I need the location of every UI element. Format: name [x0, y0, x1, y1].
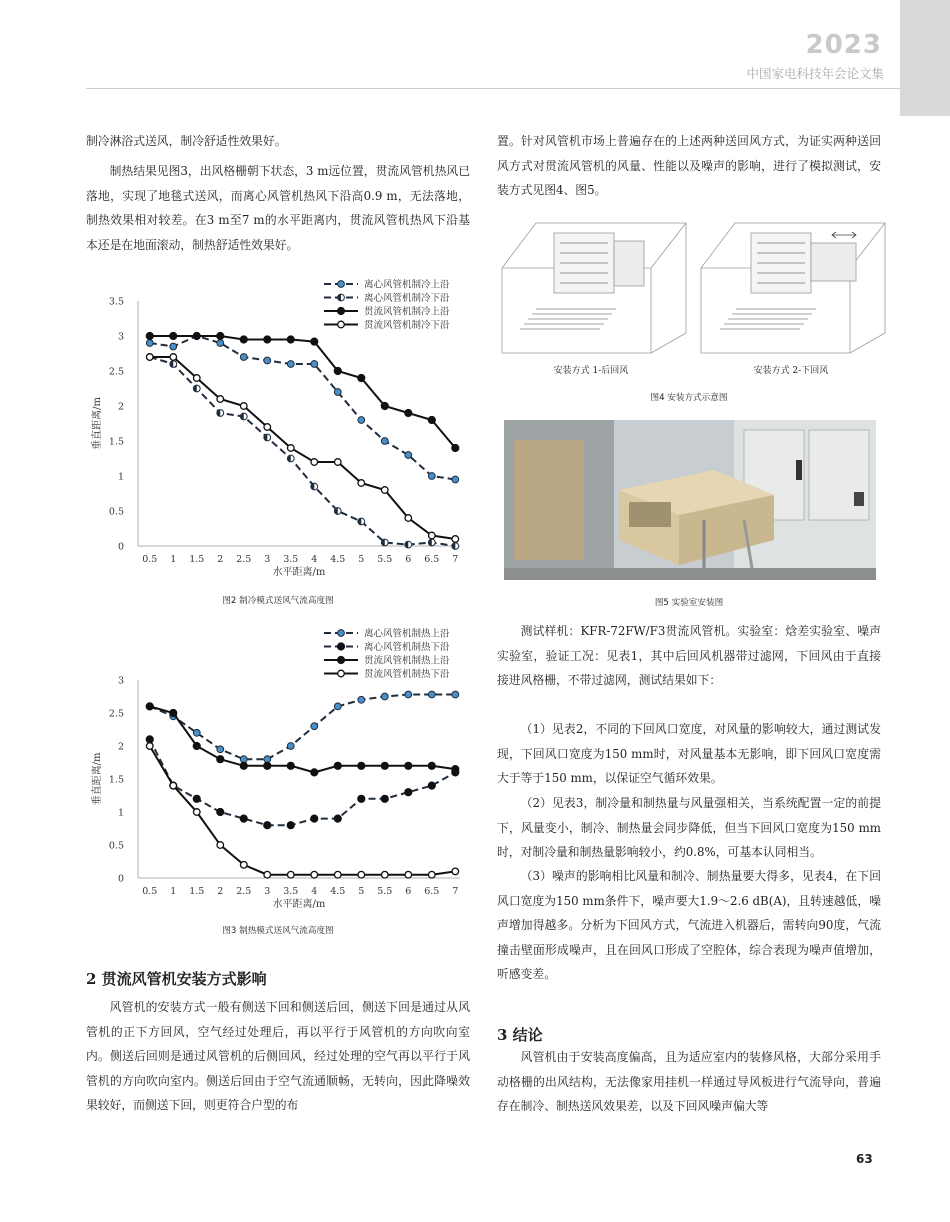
x-tick-label: 2.5: [236, 554, 252, 565]
y-tick-label: 0: [117, 541, 124, 553]
x-tick-label: 5: [358, 886, 365, 897]
data-point: [405, 515, 412, 522]
y-tick-label: 2: [117, 401, 124, 413]
x-tick-label: 4: [311, 554, 318, 565]
data-point: [311, 815, 318, 822]
data-point: [428, 416, 435, 423]
legend-label: 贯流风管机制热下沿: [364, 669, 450, 680]
legend-label: 离心风管机制热上沿: [364, 628, 450, 640]
data-point: [428, 782, 435, 789]
data-point: [240, 403, 247, 410]
data-point: [146, 736, 153, 743]
data-point: [381, 438, 388, 445]
data-point: [240, 815, 247, 822]
data-point: [217, 756, 224, 763]
series-3: [146, 332, 459, 451]
section-2-title: 2 贯流风管机安装方式影响: [86, 970, 267, 988]
header-subtitle: 中国家电科技年会论文集: [746, 66, 884, 81]
legend-marker: [337, 643, 344, 650]
x-tick-label: 6: [405, 886, 412, 897]
data-point: [428, 473, 435, 480]
data-point: [311, 769, 318, 776]
data-point: [217, 746, 224, 753]
x-tick-label: 3: [264, 554, 271, 565]
data-point: [452, 691, 459, 698]
series-4: [146, 743, 458, 878]
data-point: [381, 871, 388, 878]
x-tick-label: 2.5: [236, 886, 252, 897]
series-1: [146, 691, 458, 762]
data-point: [428, 762, 435, 769]
data-point: [381, 487, 388, 494]
data-point: [358, 871, 365, 878]
series-4: [146, 354, 458, 543]
data-point: [287, 455, 294, 462]
fig5-caption: 图5 实验室安装图: [654, 598, 724, 608]
data-point: [287, 871, 294, 878]
data-point: [381, 539, 388, 546]
data-point: [405, 871, 412, 878]
data-point: [193, 375, 200, 382]
x-tick-label: 1: [170, 886, 177, 897]
data-point: [264, 871, 271, 878]
x-tick-label: 1: [170, 554, 177, 565]
y-tick-label: 1: [117, 471, 124, 483]
x-tick-label: 0.5: [142, 886, 158, 897]
legend-marker: [338, 281, 345, 288]
x-tick-label: 6.5: [424, 886, 440, 897]
x-tick-label: 3.5: [283, 554, 299, 565]
data-point: [358, 480, 365, 487]
fig4-label-back-return: 安装方式 1-后回风: [553, 366, 629, 376]
x-axis-label: 水平距离/m: [272, 567, 326, 578]
data-point: [287, 743, 294, 750]
data-point: [334, 871, 341, 878]
data-point: [452, 766, 459, 773]
data-point: [193, 742, 200, 749]
data-point: [452, 536, 459, 543]
x-tick-label: 4: [311, 886, 318, 897]
data-point: [240, 336, 247, 343]
data-point: [334, 459, 341, 466]
y-tick-label: 3: [117, 675, 124, 687]
x-tick-label: 2: [217, 886, 224, 897]
data-point: [381, 693, 388, 700]
header-year: 2023: [805, 30, 882, 60]
data-point: [358, 795, 365, 802]
data-point: [193, 385, 200, 392]
data-point: [358, 417, 365, 424]
data-point: [240, 354, 247, 361]
x-tick-label: 1.5: [189, 554, 205, 565]
data-point: [240, 762, 247, 769]
data-point: [146, 332, 153, 339]
data-point: [405, 762, 412, 769]
data-point: [217, 410, 224, 417]
y-tick-label: 2: [117, 741, 124, 753]
data-point: [217, 396, 224, 403]
data-point: [264, 822, 271, 829]
x-axis-label: 水平距离/m: [272, 899, 326, 910]
x-tick-label: 3: [264, 886, 271, 897]
x-tick-label: 3.5: [283, 886, 299, 897]
data-point: [381, 795, 388, 802]
y-tick-label: 1: [117, 807, 124, 819]
fig4-installation-schematic: [496, 213, 889, 381]
data-point: [170, 332, 177, 339]
fig3-caption: 图3 制热模式送风气流高度图: [222, 926, 334, 936]
right-paragraph-6: 风管机由于安装高度偏高，且为适应室内的装修风格，大部分采用手动格栅的出风结构，无法像家用挂机一样通过导风板进行气流导向，普遍存在制冷、制热送风效果差，以及下回风噪声偏大等: [497, 1050, 881, 1113]
series-1: [146, 333, 458, 483]
left-paragraph-3: 风管机的安装方式一般有侧送下回和侧送后回，侧送下回是通过从风管机的正下方回风，空气经过处理后，再以平行于风管机的方向吹向室内。侧送后回则是通过风管机的后侧回风，经过处理的空气再以平行于风管机的方向吹向室内。侧送后回由于空气流通顺畅，无转向，因此降噪效果较好，而侧送下回，则更符合户型的布: [86, 1000, 470, 1112]
data-point: [146, 703, 153, 710]
y-tick-label: 3: [117, 331, 124, 343]
y-tick-label: 0.5: [108, 840, 124, 852]
data-point: [217, 842, 224, 849]
data-point: [334, 703, 341, 710]
data-point: [452, 868, 459, 875]
x-tick-label: 5.5: [377, 886, 393, 897]
data-point: [311, 361, 318, 368]
x-tick-label: 7: [452, 886, 459, 897]
legend-marker: [338, 630, 345, 637]
section-3-title: 3 结论: [497, 1026, 543, 1044]
data-point: [381, 762, 388, 769]
fig2-caption: 图2 制冷模式送风气流高度图: [222, 596, 334, 606]
data-point: [311, 871, 318, 878]
y-axis-label: 垂直距离/m: [92, 752, 103, 806]
data-point: [264, 336, 271, 343]
legend-label: 离心风管机制热下沿: [364, 642, 450, 653]
data-point: [428, 691, 435, 698]
y-tick-label: 2.5: [108, 366, 124, 378]
data-point: [146, 340, 153, 347]
fig4-caption: 图4 安装方式示意图: [650, 393, 728, 403]
right-paragraph-3: （1）见表2，不同的下回风口宽度，对风量的影响较大，通过测试发现，下回风口宽度为150 mm时，对风量基本无影响，即下回风口宽度需大于等于150 mm，以保证空气循环效果。: [497, 722, 881, 785]
data-point: [311, 723, 318, 730]
data-point: [287, 822, 294, 829]
data-point: [146, 743, 153, 750]
data-point: [358, 518, 365, 525]
x-tick-label: 5: [358, 554, 365, 565]
right-paragraph-5: （3）噪声的影响相比风量和制冷、制热量要大得多，见表4，在下回风口宽度为150 mm条件下，噪声要大1.9～2.6 dB(A)，且转速越低，噪声增加得越多。分析为下回风方式，气流进入机器后，需转向90度，气流撞击壁面形成噪声，且在回风口形成了空腔体，综合表现为噪声值增加，听感变差。: [497, 869, 881, 981]
data-point: [287, 336, 294, 343]
data-point: [240, 413, 247, 420]
data-point: [146, 354, 153, 361]
data-point: [217, 332, 224, 339]
data-point: [264, 424, 271, 431]
data-point: [217, 808, 224, 815]
x-tick-label: 6: [405, 554, 412, 565]
legend-label: 贯流风管机制冷上沿: [364, 306, 450, 318]
legend-label: 离心风管机制冷下沿: [364, 293, 450, 304]
legend-label: 贯流风管机制热上沿: [364, 655, 450, 667]
right-paragraph-1: 置。针对风管机市场上普遍存在的上述两种送回风方式，为证实两种送回风方式对贯流风管机的风量、性能以及噪声的影响，进行了模拟测试，安装方式见图4、图5。: [497, 134, 881, 197]
data-point: [240, 862, 247, 869]
data-point: [193, 809, 200, 816]
right-paragraph-4: （2）见表3，制冷量和制热量与风量强相关，当系统配置一定的前提下，风量变小，制冷、制热量会同步降低，但当下回风口宽度为150 mm时，对制冷量和制热量影响较小，约0.8%，可基本认同相当。: [497, 796, 881, 859]
data-point: [381, 402, 388, 409]
chart-cooling-airflow-height: [86, 272, 476, 582]
data-point: [334, 762, 341, 769]
page-corner-decoration: [900, 0, 950, 116]
left-paragraph-2: 制热结果见图3，出风格栅朝下状态，3 m远位置，贯流风管机热风已落地，实现了地毯式送风，而离心风管机热风下沿高0.9 m，无法落地，制热效果相对较差。在3 m至7 m的水平距离内，贯流风管机热风下沿基本还是在地面滚动，制热舒适性效果好。: [86, 164, 470, 252]
x-tick-label: 5.5: [377, 554, 393, 565]
data-point: [405, 452, 412, 459]
data-point: [358, 696, 365, 703]
data-point: [193, 332, 200, 339]
x-tick-label: 0.5: [142, 554, 158, 565]
series-3: [146, 703, 459, 776]
x-tick-label: 2: [217, 554, 224, 565]
y-tick-label: 3.5: [108, 296, 124, 308]
y-tick-label: 0.5: [108, 506, 124, 518]
legend-label: 贯流风管机制冷下沿: [364, 320, 450, 331]
y-tick-label: 2.5: [108, 708, 124, 720]
legend-marker: [338, 321, 345, 328]
x-tick-label: 4.5: [330, 554, 346, 565]
series-2: [146, 736, 459, 829]
data-point: [334, 508, 341, 515]
data-point: [311, 483, 318, 490]
data-point: [452, 476, 459, 483]
right-paragraph-2: 测试样机：KFR-72FW/F3贯流风管机。实验室：焓差实验室、噪声实验室，验证工况：见表1，其中后回风机器带过滤网，下回风由于直接接进风格栅，不带过滤网，测试结果如下：: [497, 624, 881, 687]
data-point: [264, 434, 271, 441]
x-tick-label: 6.5: [424, 554, 440, 565]
data-point: [428, 539, 435, 546]
data-point: [334, 389, 341, 396]
data-point: [405, 409, 412, 416]
data-point: [405, 691, 412, 698]
fig5-lab-photo: [504, 420, 876, 580]
x-tick-label: 7: [452, 554, 459, 565]
data-point: [358, 374, 365, 381]
data-point: [193, 795, 200, 802]
data-point: [452, 444, 459, 451]
legend-marker: [337, 307, 344, 314]
data-point: [405, 789, 412, 796]
data-point: [170, 354, 177, 361]
y-tick-label: 1.5: [108, 436, 124, 448]
chart-heating-airflow-height: [86, 624, 476, 914]
data-point: [264, 762, 271, 769]
fig4-label-bottom-return: 安装方式 2-下回风: [753, 366, 829, 376]
data-point: [170, 782, 177, 789]
data-point: [428, 871, 435, 878]
data-point: [311, 459, 318, 466]
data-point: [405, 541, 412, 548]
data-point: [170, 343, 177, 350]
y-tick-label: 1.5: [108, 774, 124, 786]
page-number: 63: [856, 1152, 873, 1166]
data-point: [311, 338, 318, 345]
data-point: [334, 367, 341, 374]
data-point: [170, 361, 177, 368]
data-point: [287, 762, 294, 769]
header-rule: [86, 88, 900, 89]
data-point: [428, 532, 435, 539]
data-point: [193, 729, 200, 736]
left-paragraph-1: 制冷淋浴式送风，制冷舒适性效果好。: [86, 134, 287, 148]
data-point: [452, 543, 459, 550]
series-line: [150, 357, 456, 539]
y-tick-label: 0: [117, 873, 124, 885]
data-point: [170, 709, 177, 716]
data-point: [264, 756, 271, 763]
data-point: [287, 445, 294, 452]
data-point: [217, 340, 224, 347]
legend-marker: [338, 670, 345, 677]
data-point: [334, 815, 341, 822]
data-point: [240, 756, 247, 763]
data-point: [264, 357, 271, 364]
legend-marker: [337, 656, 344, 663]
x-tick-label: 4.5: [330, 886, 346, 897]
legend-marker: [338, 294, 345, 301]
legend-label: 离心风管机制冷上沿: [364, 279, 450, 291]
data-point: [358, 762, 365, 769]
x-tick-label: 1.5: [189, 886, 205, 897]
data-point: [287, 361, 294, 368]
y-axis-label: 垂直距离/m: [92, 397, 103, 450]
